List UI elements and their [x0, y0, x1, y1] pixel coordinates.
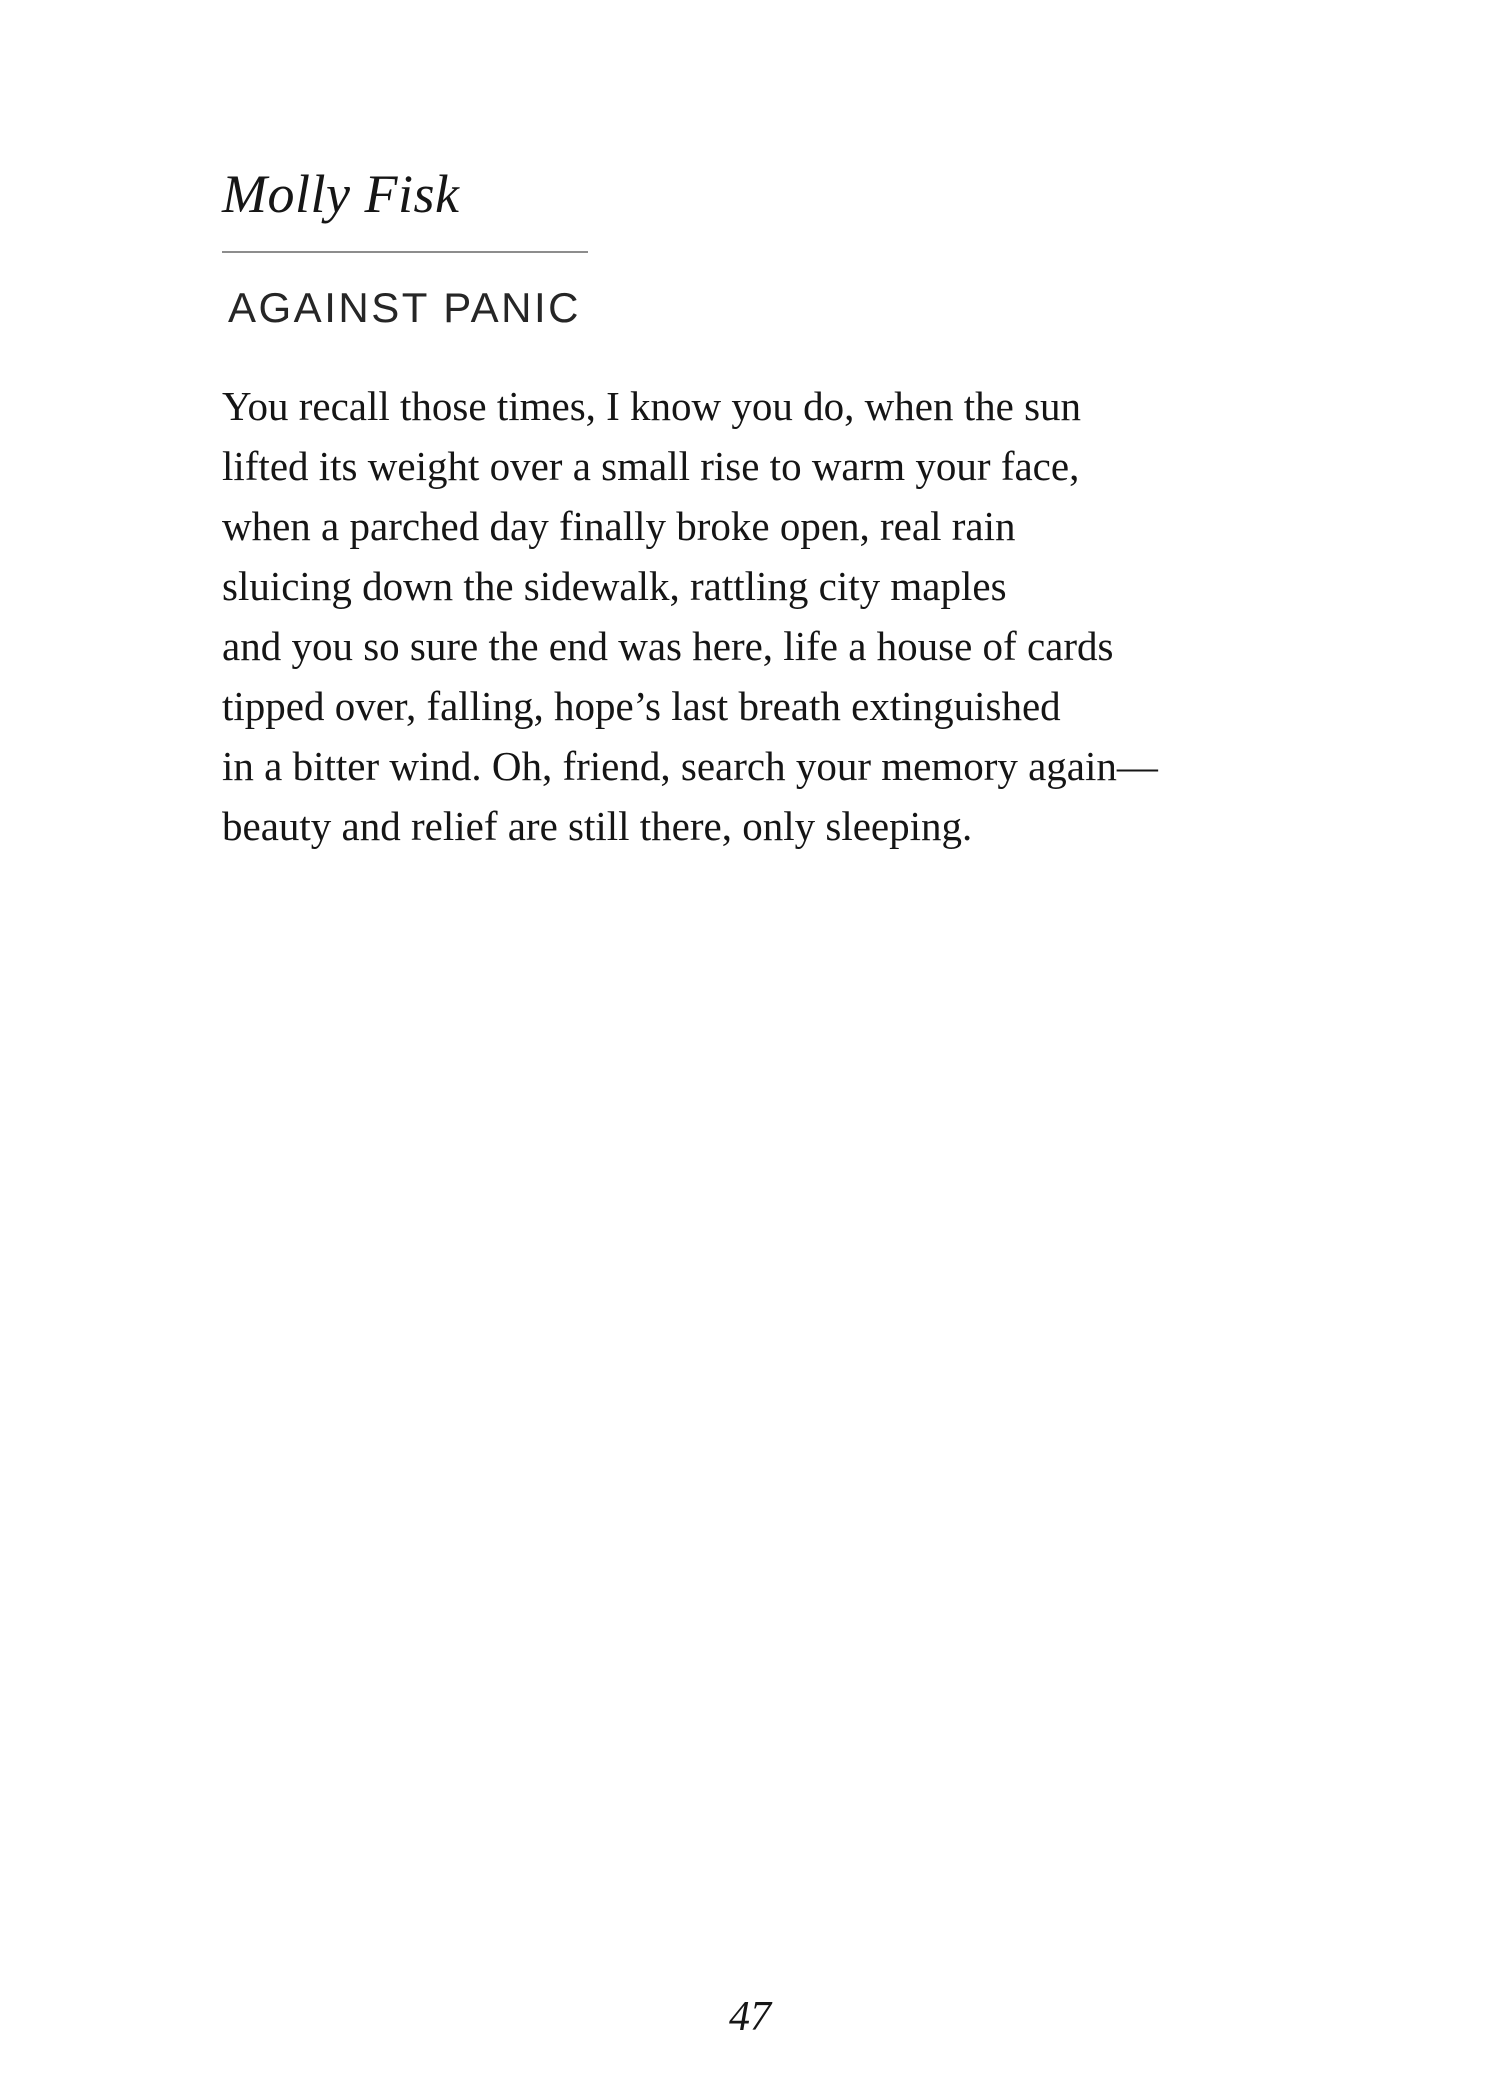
poem-body — [222, 376, 1158, 856]
poem-line: sluicing down the sidewalk, rattling city maples — [222, 563, 1007, 609]
poem-line: beauty and relief are still there, only sleeping. — [222, 803, 973, 849]
poem-title: AGAINST PANIC — [228, 284, 582, 331]
author-name: Molly Fisk — [222, 164, 460, 224]
author-divider-rule — [222, 251, 588, 253]
page-number: 47 — [729, 1994, 771, 2040]
poem-line: and you so sure the end was here, life a house of cards — [222, 623, 1114, 669]
poem-line: tipped over, falling, hope’s last breath extinguished — [222, 683, 1061, 729]
poem-line: when a parched day finally broke open, real rain — [222, 503, 1016, 549]
poem-line: You recall those times, I know you do, when the sun — [222, 383, 1082, 429]
poem-line: lifted its weight over a small rise to warm your face, — [222, 443, 1080, 489]
poem-line: in a bitter wind. Oh, friend, search your memory again— — [222, 743, 1158, 789]
